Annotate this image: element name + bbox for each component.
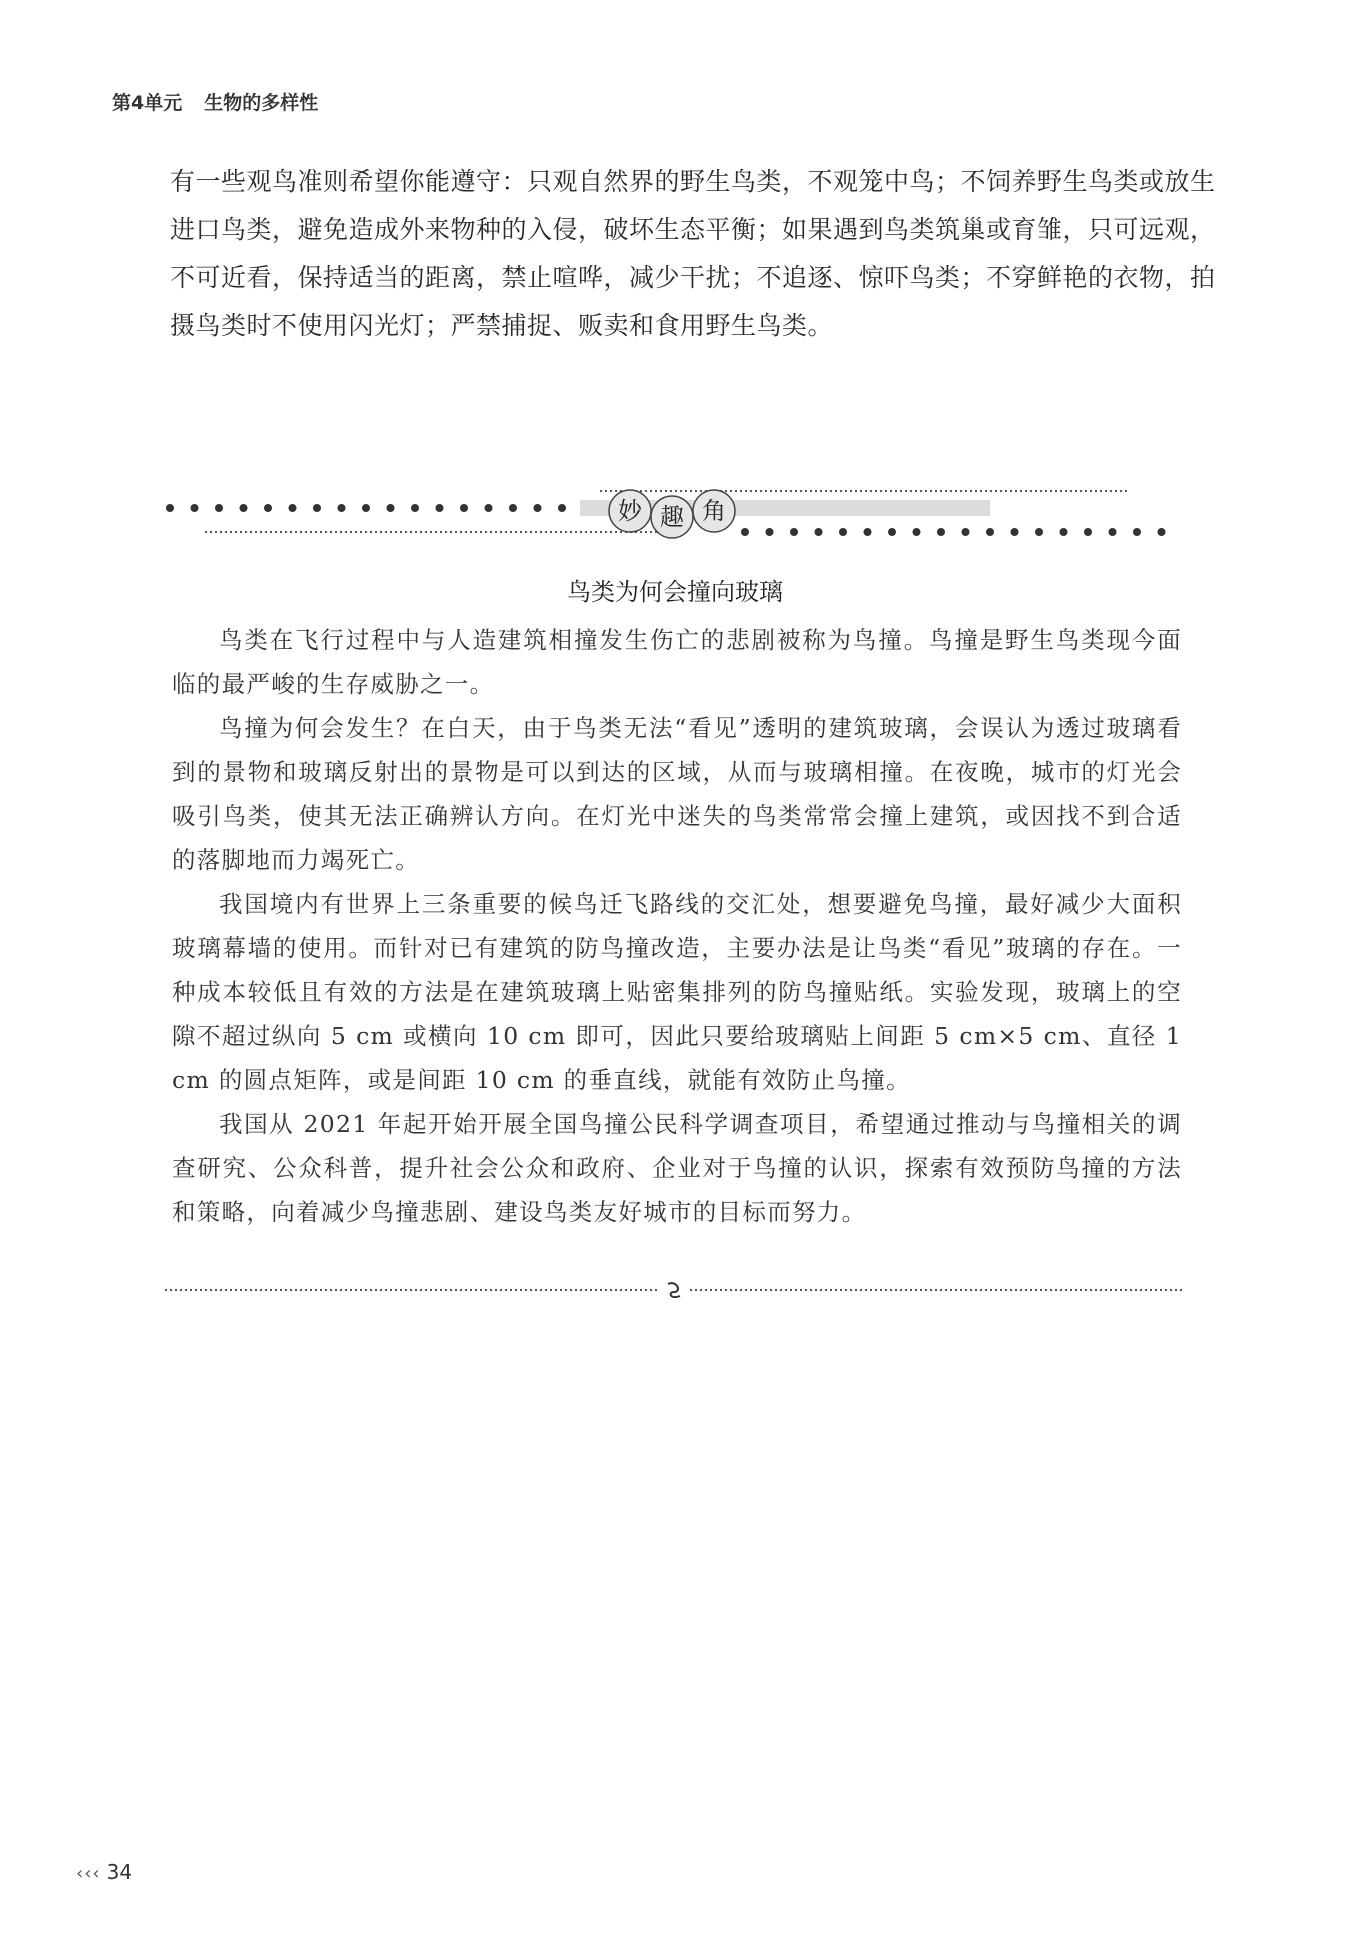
banner-dot [864, 528, 872, 536]
banner-dot [766, 528, 774, 536]
unit-title: 生物的多样性 [204, 92, 319, 114]
banner-dot [558, 504, 566, 512]
banner-dot [240, 504, 248, 512]
banner-dot [289, 504, 297, 512]
banner-dot [264, 504, 272, 512]
badge-char-3: 角 [702, 497, 726, 525]
banner-dot [1158, 528, 1166, 536]
sidebar-end-rule [165, 1280, 1185, 1300]
banner-dot [1060, 528, 1068, 536]
banner-dot [839, 528, 847, 536]
banner-dot [215, 504, 223, 512]
banner-dot [191, 504, 199, 512]
banner-dots-bottom [741, 528, 1166, 536]
sidebar-article [172, 618, 1182, 1234]
page-number: 34 [106, 1860, 133, 1884]
banner-dot [790, 528, 798, 536]
banner-dot [1109, 528, 1117, 536]
sidebar-title: 鸟类为何会撞向玻璃 [567, 578, 783, 606]
article-paragraph: 我国境内有世界上三条重要的候鸟迁飞路线的交汇处，想要避免鸟撞，最好减少大面积玻璃幕墙的使用。而针对已有建筑的防鸟撞改造，主要办法是让鸟类“看见”玻璃的存在。一种成本较低且有效的方法是在建筑玻璃上贴密集排列的防鸟撞贴纸。实验发现，玻璃上的空隙不超过纵向 5 cm 或横向 10 cm 即可，因此只要给玻璃贴上间距 5 cm×5 cm、直径 1 cm 的圆点矩阵，或是间距 10 cm 的垂直线，就能有效防止鸟撞。 [172, 890, 1182, 1094]
banner-dot [509, 504, 517, 512]
banner-dot [962, 528, 970, 536]
banner-dot [387, 504, 395, 512]
banner-dot [1133, 528, 1141, 536]
unit-number: 第4单元 [112, 92, 183, 114]
article-paragraph: 鸟类在飞行过程中与人造建筑相撞发生伤亡的悲剧被称为鸟撞。鸟撞是野生鸟类现今面临的最严峻的生存威胁之一。 [172, 626, 1182, 698]
running-header [112, 88, 318, 115]
banner-dot [436, 504, 444, 512]
article-paragraph: 我国从 2021 年起开始开展全国鸟撞公民科学调查项目，希望通过推动与鸟撞相关的调查研究、公众科普，提升社会公众和政府、企业对于鸟撞的认识，探索有效预防鸟撞的方法和策略，向着减少鸟撞悲剧、建设鸟类友好城市的目标而努力。 [172, 1110, 1182, 1226]
banner-dot [741, 528, 749, 536]
banner-dot [338, 504, 346, 512]
banner-dot [313, 504, 321, 512]
banner-dot [888, 528, 896, 536]
banner-dot [534, 504, 542, 512]
badge-char-1: 妙 [618, 497, 642, 525]
banner-dot [815, 528, 823, 536]
page-footer [76, 1860, 132, 1884]
banner-dot [1035, 528, 1043, 536]
page-marker-icon: ‹‹‹ [76, 1863, 101, 1884]
banner-dot [362, 504, 370, 512]
article-paragraph: 鸟撞为何会发生？在白天，由于鸟类无法“看见”透明的建筑玻璃，会误认为透过玻璃看到的景物和玻璃反射出的景物是可以到达的区域，从而与玻璃相撞。在夜晚，城市的灯光会吸引鸟类，使其无法正确辨认方向。在灯光中迷失的鸟类常常会撞上建筑，或因找不到合适的落脚地而力竭死亡。 [172, 714, 1182, 874]
swirl-ornament-icon [668, 1283, 680, 1297]
sidebar-banner [165, 470, 1185, 550]
banner-dot [1011, 528, 1019, 536]
banner-dot [485, 504, 493, 512]
badge-char-2: 趣 [660, 503, 684, 531]
banner-dot [986, 528, 994, 536]
banner-dots-top [166, 504, 591, 512]
intro-paragraph: 有一些观鸟准则希望你能遵守：只观自然界的野生鸟类，不观笼中鸟；不饲养野生鸟类或放生进口鸟类，避免造成外来物种的入侵，破坏生态平衡；如果遇到鸟类筑巢或育雏，只可远观，不可近看，保持适当的距离，禁止喧哗，减少干扰；不追逐、惊吓鸟类；不穿鲜艳的衣物，拍摄鸟类时不使用闪光灯；严禁捕捉、贩卖和食用野生鸟类。 [170, 167, 1216, 340]
banner-dot [937, 528, 945, 536]
banner-dot [913, 528, 921, 536]
banner-dot [460, 504, 468, 512]
banner-dot [411, 504, 419, 512]
banner-label-badges [609, 490, 735, 538]
banner-dot [1084, 528, 1092, 536]
banner-dot [166, 504, 174, 512]
